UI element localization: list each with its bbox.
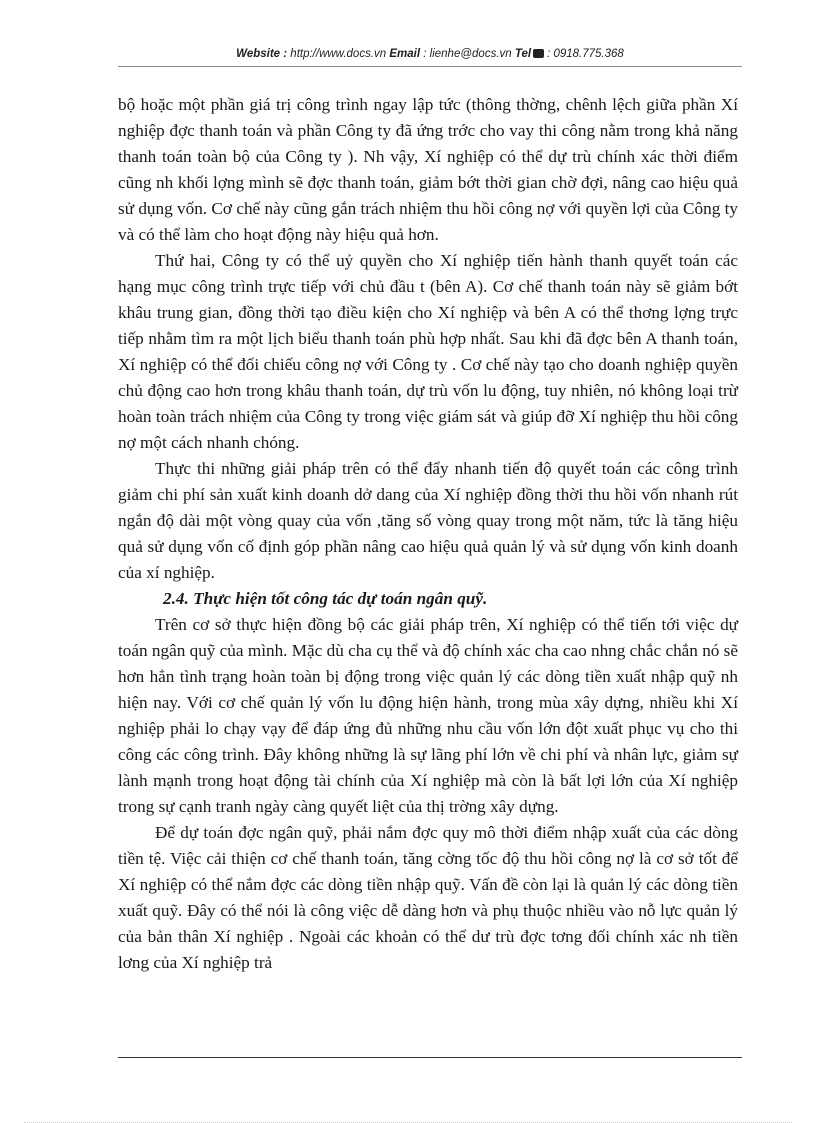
section-heading: 2.4. Thực hiện tốt công tác dự toán ngân quỹ. (163, 589, 488, 608)
website-label: Website : (236, 48, 288, 60)
email-value: : lienhe@docs.vn (423, 48, 512, 60)
paragraph-4: Trên cơ sở thực hiện đồng bộ các giải pháp trên, Xí nghiệp có thể tiến tới việc dự toán ngân quỹ của mình. Mặc dù cha cụ thể và độ chính xác cha cao nhng chắc chắn nó sẽ hơn hẳn tình trạng hoàn toàn bị động trong việc quản lý các dòng tiền xuất nhập quỹ nh hiện nay. Với cơ chế quản lý vốn lu động hiện hành, trong mùa xây dựng, nhiều khi Xí nghiệp phải lo chạy vạy để đáp ứng đủ những nhu cầu vốn lớn đột xuất phục vụ cho thi công các công trình. Đây không những là sự lãng phí lớn về chi phí và nhân lực, giảm sự lành mạnh trong hoạt động tài chính của Xí nghiệp mà còn là bất lợi lớn của Xí nghiệp trong sự cạnh tranh ngày càng quyết liệt của thị trờng xây dựng. (118, 615, 738, 816)
paragraph-1: bộ hoặc một phần giá trị công trình ngay lập tức (thông thờng, chênh lệch giữa phần Xí nghiệp đợc thanh toán và phần Công ty đã ứng trớc cho vay thi công nằm trong khả năng thanh toán toàn bộ của Công ty ). Nh vậy, Xí nghiệp có thể dự trù chính xác thời điểm cũng nh khối lợng mình sẽ đợc thanh toán, giảm bớt thời gian chờ đợi, nâng cao hiệu quả sử dụng vốn. Cơ chế này cũng gắn trách nhiệm thu hồi công nợ với quyền lợi của Công ty và có thể làm cho hoạt động này hiệu quả hơn. (118, 95, 738, 244)
phone-icon (533, 49, 544, 58)
website-value: http://www.docs.vn (290, 48, 387, 60)
page-header (118, 48, 742, 60)
document-body (118, 92, 738, 976)
email-label: Email (389, 48, 421, 60)
paragraph-3: Thực thi những giải pháp trên có thể đẩy nhanh tiến độ quyết toán các công trình giảm chi phí sản xuất kinh doanh dở dang của Xí nghiệp đồng thời thu hồi vốn nhanh rút ngắn độ dài một vòng quay của vốn ,tăng số vòng quay trong một năm, tức là tăng hiệu quả sử dụng vốn cố định góp phần nâng cao hiệu quả quản lý và sử dụng vốn kinh doanh của xí nghiệp. (118, 459, 738, 582)
paragraph-2: Thứ hai, Công ty có thể uỷ quyền cho Xí nghiệp tiến hành thanh quyết toán các hạng mục công trình trực tiếp với chủ đầu t (bên A). Cơ chế thanh toán này sẽ giảm bớt khâu trung gian, đồng thời tạo điều kiện cho Xí nghiệp và bên A có thể thơng lợng trực tiếp nhằm tìm ra một lịch biểu thanh toán phù hợp nhất. Sau khi đã đợc bên A thanh toán, Xí nghiệp có thể đối chiếu công nợ với Công ty . Cơ chế này tạo cho doanh nghiệp quyền chủ động cao hơn trong khâu thanh toán, dự trù vốn lu động, tuy nhiên, nó không loại trừ hoàn toàn trách nhiệm của Công ty trong việc giám sát và giúp đỡ Xí nghiệp thu hồi công nợ một cách nhanh chóng. (118, 251, 738, 452)
footer-divider (118, 1057, 742, 1058)
paragraph-5: Để dự toán đợc ngân quỹ, phải nắm đợc quy mô thời điểm nhập xuất của các dòng tiền tệ. Việc cải thiện cơ chế thanh toán, tăng cờng tốc độ thu hồi công nợ là cơ sở tốt để Xí nghiệp có thể nắm đợc các dòng tiền nhập quỹ. Vấn đề còn lại là quản lý các dòng tiền xuất quỹ. Đây có thể nói là công việc dễ dàng hơn và phụ thuộc nhiều vào nỗ lực quản lý của bản thân Xí nghiệp . Ngoài các khoản có thể dư trù đợc tơng đối chính xác nh tiền lơng của Xí nghiệp trả (118, 823, 738, 972)
header-divider (118, 66, 742, 67)
tel-label: Tel (514, 48, 532, 60)
tel-value: : 0918.775.368 (547, 48, 624, 60)
